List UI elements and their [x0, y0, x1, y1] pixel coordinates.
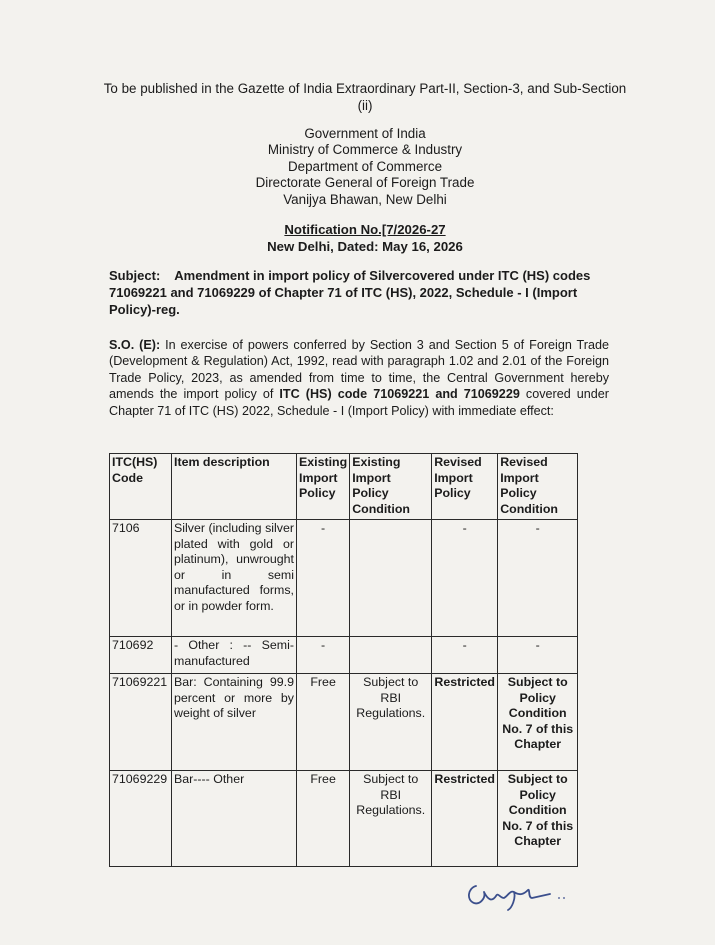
cell-itc-code: 7106: [110, 520, 172, 637]
table-row: [110, 771, 578, 867]
cell-existing-policy: -: [297, 520, 350, 637]
table-row: [110, 637, 578, 674]
cell-existing-policy: -: [297, 637, 350, 674]
subject-paragraph: [109, 267, 609, 318]
cell-existing-condition: [350, 637, 432, 674]
cell-revised-condition: -: [498, 637, 578, 674]
notification-date: New Delhi, Dated: May 16, 2026: [267, 239, 463, 254]
govt-line-3: Department of Commerce: [287, 158, 443, 174]
so-paragraph: [109, 337, 609, 419]
table-row: [110, 520, 578, 637]
import-policy-table: [109, 453, 578, 867]
header-revised-condition: Revised Import Policy Condition: [498, 454, 578, 520]
government-address-block: [180, 126, 550, 208]
cell-revised-condition: Subject to Policy Condition No. 7 of this Chapter: [498, 771, 578, 867]
cell-item-description: - Other : -- Semi-manufactured: [172, 637, 297, 674]
cell-revised-condition: -: [498, 520, 578, 637]
cell-existing-policy: Free: [297, 674, 350, 771]
so-text-1: In exercise of powers conferred by Section 3 and Section 5 of Foreign Trade (Development & Regulation) Act, 1992, read with paragraph 1.02 and 2.01 of the Foreign Trade Policy, 2023, as amended from time to time, the Central Government hereby amends the import policy of: [109, 338, 609, 402]
cell-itc-code: 710692: [110, 637, 172, 674]
subject-label: Subject:: [109, 268, 161, 283]
govt-line-2: Ministry of Commerce & Industry: [267, 142, 463, 158]
cell-item-description: Bar: Containing 99.9 percent or more by weight of silver: [172, 674, 297, 771]
govt-line-4: Directorate General of Foreign Trade: [255, 175, 475, 191]
so-text-2: covered under Chapter 71 of ITC (HS) 2022, Schedule - I (Import Policy) with immediate effect:: [109, 387, 610, 418]
notification-block: [180, 221, 550, 255]
table-header-row: [110, 454, 578, 520]
header-itc-code: ITC(HS) Code: [110, 454, 172, 520]
cell-existing-policy: Free: [297, 771, 350, 867]
cell-item-description: Silver (including silver plated with gold or platinum), unwrought or in semi manufactured forms, or in powder form.: [172, 520, 297, 637]
so-label: S.O. (E):: [109, 338, 161, 352]
cell-revised-policy: -: [432, 637, 498, 674]
cell-revised-policy: -: [432, 520, 498, 637]
govt-line-5: Vanijya Bhawan, New Delhi: [283, 191, 447, 207]
subject-text: Amendment in import policy of Silvercovered under ITC (HS) codes 71069221 and 71069229 of Chapter 71 of ITC (HS), 2022, Schedule - I (Import Policy)-reg.: [109, 268, 591, 317]
cell-revised-condition: Subject to Policy Condition No. 7 of this Chapter: [498, 674, 578, 771]
header-item-description: Item description: [172, 454, 297, 520]
table-row: [110, 674, 578, 771]
govt-line-1: Government of India: [304, 126, 426, 141]
gazette-publication-line: To be published in the Gazette of India Extraordinary Part-II, Section-3, and Sub-Section (ii): [103, 81, 627, 113]
header-revised-policy: Revised Import Policy: [432, 454, 498, 520]
cell-itc-code: 71069221: [110, 674, 172, 771]
cell-revised-policy: Restricted: [432, 771, 498, 867]
cell-existing-condition: [350, 520, 432, 637]
signature-mark: [462, 878, 572, 914]
cell-itc-code: 71069229: [110, 771, 172, 867]
cell-existing-condition: Subject to RBI Regulations.: [350, 674, 432, 771]
notification-number: Notification No.[7/2026-27: [284, 222, 446, 237]
cell-revised-policy: Restricted: [432, 674, 498, 771]
cell-item-description: Bar---- Other: [172, 771, 297, 867]
so-itc-codes: ITC (HS) code 71069221 and 71069229: [279, 387, 520, 402]
cell-existing-condition: Subject to RBI Regulations.: [350, 771, 432, 867]
header-existing-condition: Existing Import Policy Condition: [350, 454, 432, 520]
header-existing-policy: Existing Import Policy: [297, 454, 350, 520]
